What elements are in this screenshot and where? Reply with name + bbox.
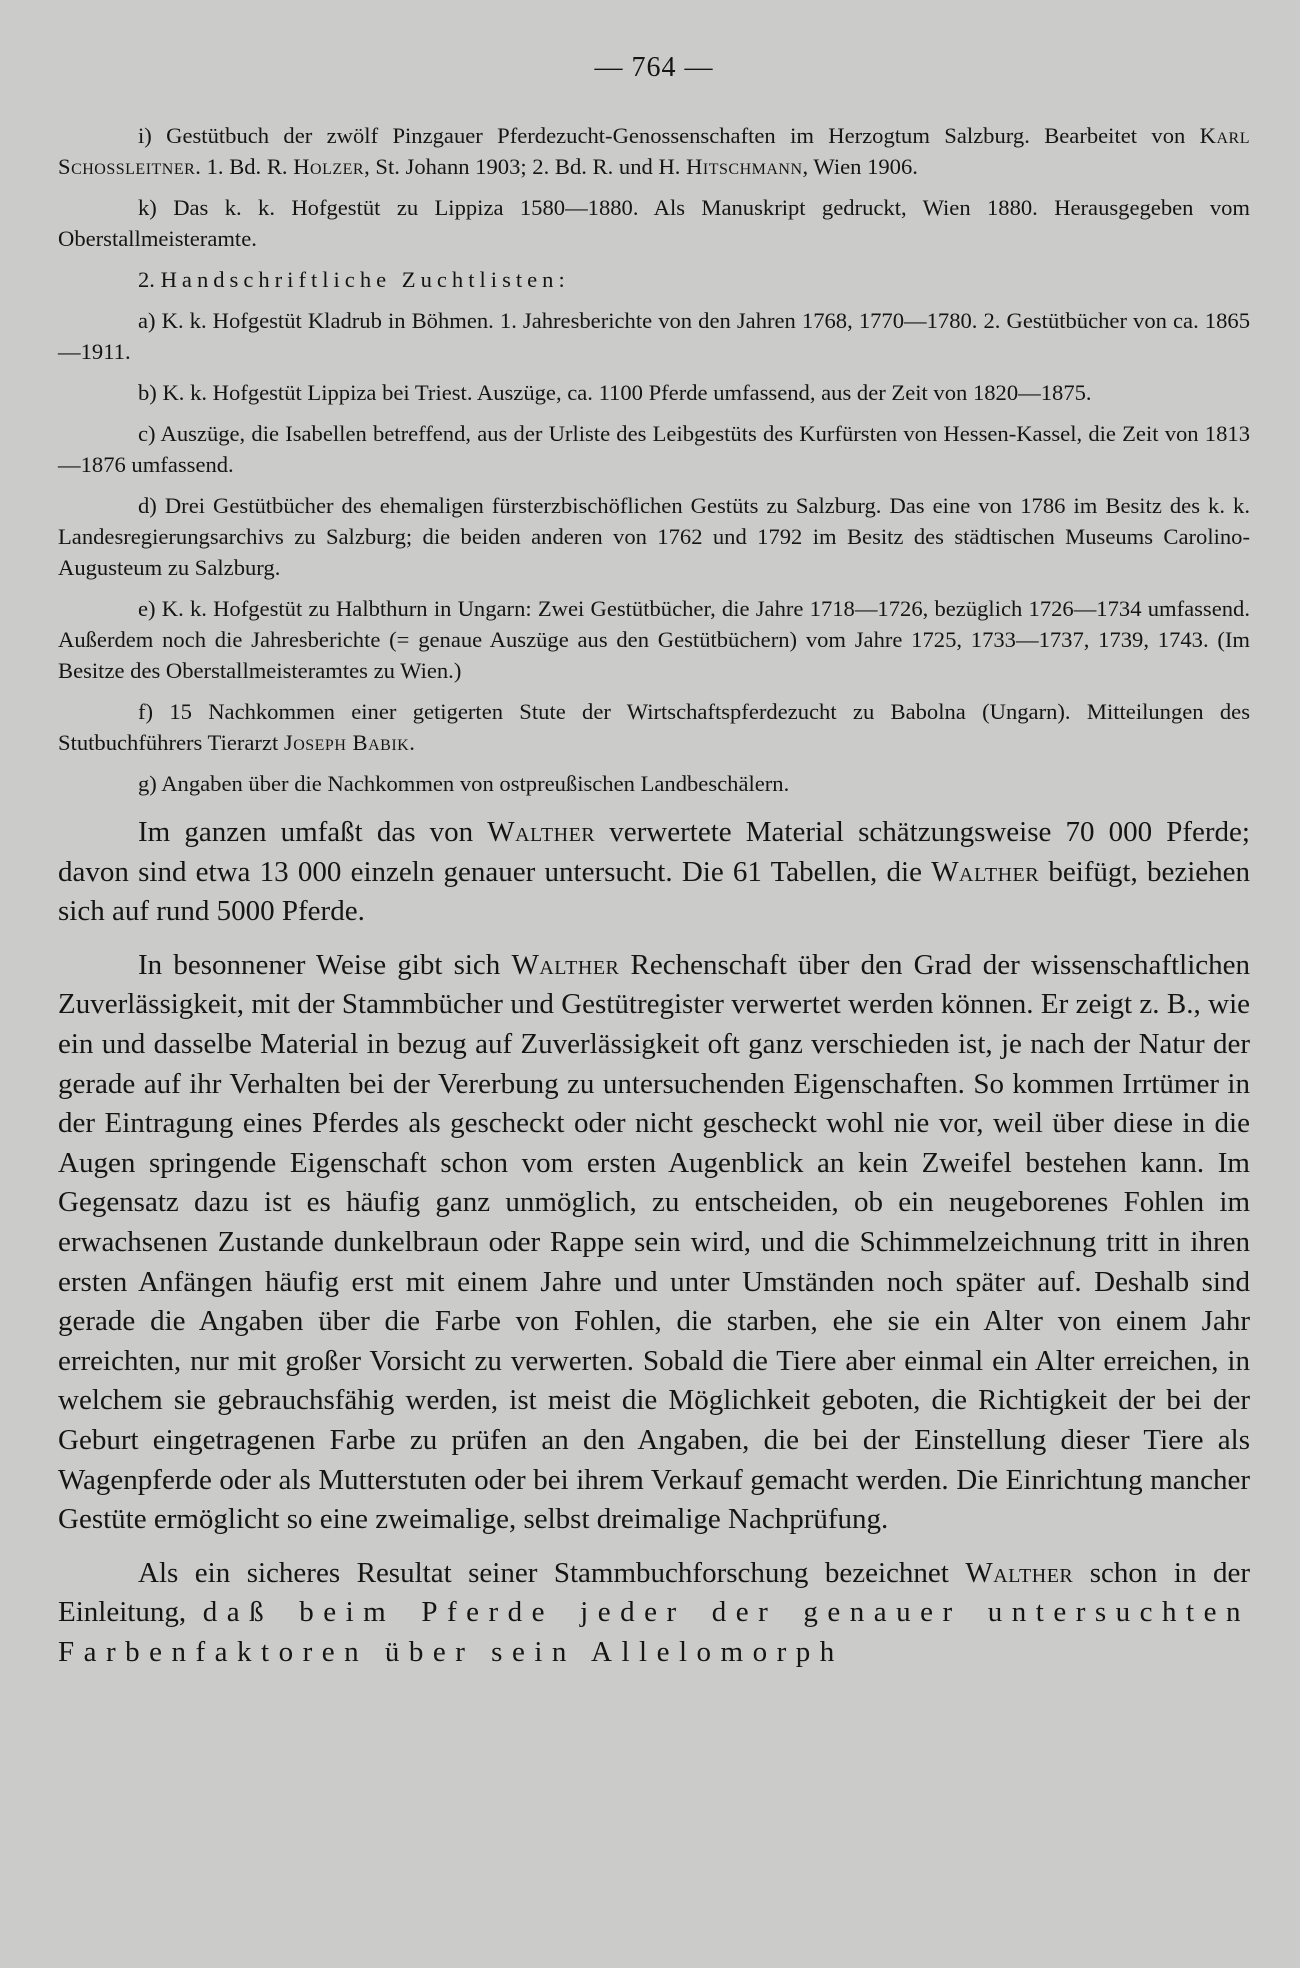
paragraph-text: Als ein sicheres Resultat seiner Stammbuchforschung bezeichnet — [138, 1556, 966, 1589]
source-text: , St. Johann 1903; 2. Bd. R. und H. — [364, 154, 687, 179]
section-heading — [58, 264, 1250, 295]
source-item-b: b) K. k. Hofgestüt Lippiza bei Triest. Auszüge, ca. 1100 Pferde umfassend, aus der Zeit von 1820—1875. — [138, 380, 1092, 405]
source-list — [58, 120, 1250, 799]
source-text: f) 15 Nachkommen einer getigerten Stute der Wirtschaftspferdezucht zu Babolna (Ungarn). Mitteilungen des Stutbuchführers Tierarzt — [58, 699, 1250, 755]
source-text: . 1. Bd. R. — [195, 154, 294, 179]
section-number: 2. — [138, 267, 161, 292]
paragraph-text: Rechenschaft über den Grad der wissenschaftlichen Zuverlässigkeit, mit der Stammbücher und Gestütregister verwertet werden können. Er zeigt z. B., wie ein und dasselbe Material in bezug auf Zuverlässigkeit oft ganz verschieden ist, je nach der Natur der gerade auf ihr Verhalten bei der Vererbung zu untersuchenden Eigenschaften. So kommen Irrtümer in der Eintragung eines Pferdes als gescheckt oder nicht gescheckt wohl nie vor, weil über diese in die Augen springende Eigenschaft schon vom ersten Augenblick an kein Zweifel bestehen kann. Im Gegensatz dazu ist es häufig ganz unmöglich, zu entscheiden, ob ein neugeborenes Fohlen im erwachsenen Zustande dunkelbraun oder Rappe sein wird, und die Schimmelzeichnung tritt in ihren ersten Anfängen häufig erst mit einem Jahre und unter Umständen noch später auf. Deshalb sind gerade die Angaben über die Farbe von Fohlen, die starben, ehe sie ein Alter von einem Jahr erreichten, nur mit großer Vorsicht zu verwerten. Sobald die Tiere aber einmal ein Alter erreichen, in welchem sie gebrauchsfähig werden, ist meist die Möglichkeit geboten, die Richtigkeit der bei der Geburt eingetragenen Farbe zu prüfen an den Angaben, die bei der Einstellung dieser Tiere als Wagenpferde oder als Mutterstuten oder bei ihrem Verkauf gemacht werden. Die Einrichtung mancher Gestüte ermöglicht so eine zweimalige, selbst dreimalige Nachprüfung. — [58, 948, 1250, 1536]
author-name: Karl Schossleitner — [58, 123, 1250, 179]
author-name: Holzer — [293, 154, 365, 179]
body-paragraph-2 — [58, 946, 1250, 1540]
author-name: Hitschmann — [686, 154, 803, 179]
section-title: Handschriftliche Zuchtlisten: — [160, 267, 570, 292]
author-name: Walther — [487, 816, 596, 848]
paragraph-text: verwertete Material schätzungsweise 70 000 Pferde; davon sind etwa 13 000 einzeln genauer untersucht. Die 61 Tabellen, die — [58, 816, 1250, 888]
source-item-d: d) Drei Gestütbücher des ehemaligen fürsterzbischöflichen Gestüts zu Salzburg. Das eine von 1786 im Besitz des k. k. Landesregierungsarchivs zu Salzburg; die beiden anderen von 1762 und 1792 im Besitz des städtischen Museums Carolino-Augusteum zu Salzburg. — [58, 493, 1250, 580]
source-item-i — [58, 120, 1250, 182]
source-item-f — [58, 696, 1250, 758]
body-paragraph-1 — [58, 813, 1250, 932]
paragraph-text: schon in der Einleitung, — [58, 1556, 1251, 1629]
source-item-e: e) K. k. Hofgestüt zu Halbthurn in Ungarn: Zwei Gestütbücher, die Jahre 1718—1726, bezüglich 1726—1734 umfassend. Außerdem noch die Jahresberichte (= genaue Auszüge aus den Gestütbüchern) vom Jahre 1725, 1733—1737, 1739, 1743. (Im Besitze des Oberstallmeisteramtes zu Wien.) — [58, 596, 1250, 683]
author-name: Walther — [511, 948, 620, 981]
source-item-g: g) Angaben über die Nachkommen von ostpreußischen Landbeschälern. — [138, 771, 790, 796]
source-item-k: k) Das k. k. Hofgestüt zu Lippiza 1580—1880. Als Manuskript gedruckt, Wien 1880. Herausgegeben vom Oberstallmeisteramte. — [58, 195, 1250, 251]
paragraph-text: In besonnener Weise gibt sich — [138, 948, 512, 981]
source-item-c: c) Auszüge, die Isabellen betreffend, aus der Urliste des Leibgestüts des Kurfürsten von Hessen-Kassel, die Zeit von 1813—1876 umfassend. — [58, 421, 1250, 477]
author-name: Joseph Babik — [283, 730, 410, 755]
author-name: Walther — [965, 1556, 1074, 1589]
author-name: Walther — [931, 855, 1040, 888]
page-number: — 764 — — [594, 52, 714, 83]
emphasized-text: daß beim Pferde jeder der genauer untersuchten Farbenfaktoren über sein Allelomorph — [58, 1596, 1250, 1668]
source-item-a: a) K. k. Hofgestüt Kladrub in Böhmen. 1. Jahresberichte von den Jahren 1768, 1770—1780. 2. Gestütbücher von ca. 1865—1911. — [58, 308, 1250, 364]
source-text: . — [409, 730, 415, 755]
source-text: , Wien 1906. — [802, 154, 918, 179]
paragraph-text: Im ganzen umfaßt das von — [138, 816, 488, 848]
body-text — [58, 813, 1250, 1672]
source-text: i) Gestütbuch der zwölf Pinzgauer Pferdezucht-Genossenschaften im Herzogtum Salzburg. Bearbeitet von — [138, 123, 1200, 148]
body-paragraph-3 — [58, 1554, 1250, 1673]
paragraph-text: beifügt, beziehen sich auf rund 5000 Pferde. — [58, 855, 1250, 928]
